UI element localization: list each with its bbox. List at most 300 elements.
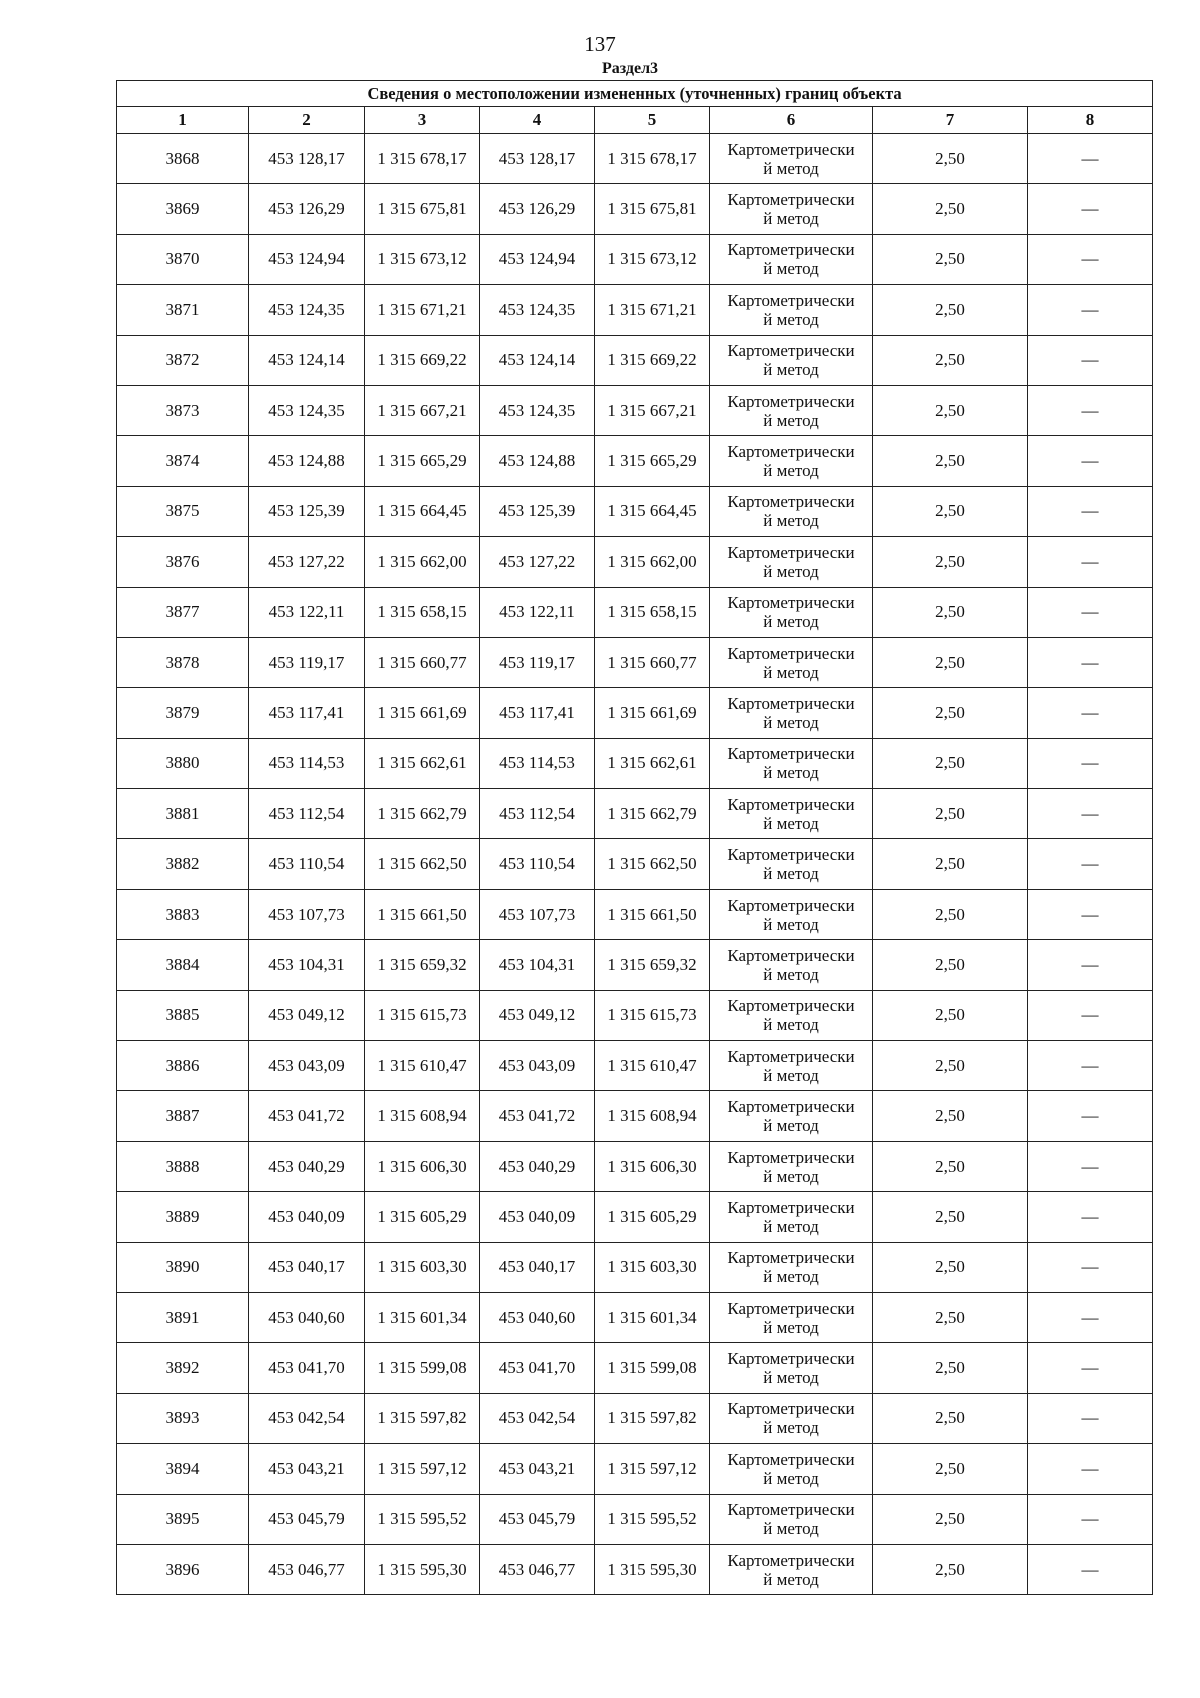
y-new-cell: 1 315 603,30 xyxy=(595,1242,710,1292)
empty-mark-cell: — xyxy=(1028,839,1153,889)
y-old-cell: 1 315 606,30 xyxy=(365,1141,480,1191)
y-old-cell: 1 315 595,52 xyxy=(365,1494,480,1544)
x-old-cell: 453 110,54 xyxy=(249,839,365,889)
point-number-cell: 3869 xyxy=(117,184,249,234)
x-old-cell: 453 126,29 xyxy=(249,184,365,234)
precision-cell: 2,50 xyxy=(873,436,1028,486)
table-row xyxy=(117,889,1153,939)
precision-cell: 2,50 xyxy=(873,738,1028,788)
empty-mark-cell: — xyxy=(1028,385,1153,435)
x-new-cell: 453 104,31 xyxy=(480,940,595,990)
y-old-cell: 1 315 610,47 xyxy=(365,1041,480,1091)
y-new-cell: 1 315 595,52 xyxy=(595,1494,710,1544)
method-line: Картометрически xyxy=(727,1500,855,1520)
y-old-cell: 1 315 608,94 xyxy=(365,1091,480,1141)
method-line: й метод xyxy=(763,914,819,934)
y-new-cell: 1 315 662,50 xyxy=(595,839,710,889)
x-new-cell: 453 110,54 xyxy=(480,839,595,889)
table-row xyxy=(117,537,1153,587)
precision-cell: 2,50 xyxy=(873,990,1028,1040)
y-old-cell: 1 315 605,29 xyxy=(365,1192,480,1242)
x-old-cell: 453 124,35 xyxy=(249,385,365,435)
point-number-cell: 3890 xyxy=(117,1242,249,1292)
method-line: Картометрически xyxy=(727,1449,855,1469)
table-caption-row xyxy=(117,81,1153,107)
method-line: й метод xyxy=(763,712,819,732)
x-new-cell: 453 046,77 xyxy=(480,1544,595,1594)
y-old-cell: 1 315 664,45 xyxy=(365,486,480,536)
table-caption: Сведения о местоположении измененных (уточненных) границ объекта xyxy=(117,81,1153,107)
x-new-cell: 453 124,35 xyxy=(480,285,595,335)
precision-cell: 2,50 xyxy=(873,1494,1028,1544)
method-cell xyxy=(710,587,873,637)
precision-cell: 2,50 xyxy=(873,789,1028,839)
method-line: Картометрически xyxy=(727,240,855,260)
y-old-cell: 1 315 658,15 xyxy=(365,587,480,637)
method-line: Картометрически xyxy=(727,341,855,361)
x-new-cell: 453 040,17 xyxy=(480,1242,595,1292)
point-number-cell: 3884 xyxy=(117,940,249,990)
point-number-cell: 3895 xyxy=(117,1494,249,1544)
table-row xyxy=(117,1041,1153,1091)
x-new-cell: 453 045,79 xyxy=(480,1494,595,1544)
x-new-cell: 453 124,35 xyxy=(480,385,595,435)
x-old-cell: 453 049,12 xyxy=(249,990,365,1040)
y-old-cell: 1 315 597,82 xyxy=(365,1393,480,1443)
precision-cell: 2,50 xyxy=(873,285,1028,335)
y-old-cell: 1 315 675,81 xyxy=(365,184,480,234)
precision-cell: 2,50 xyxy=(873,587,1028,637)
method-line: й метод xyxy=(763,612,819,632)
method-line: й метод xyxy=(763,309,819,329)
empty-mark-cell: — xyxy=(1028,436,1153,486)
method-line: Картометрически xyxy=(727,593,855,613)
x-old-cell: 453 124,35 xyxy=(249,285,365,335)
precision-cell: 2,50 xyxy=(873,234,1028,284)
empty-mark-cell: — xyxy=(1028,889,1153,939)
y-new-cell: 1 315 662,00 xyxy=(595,537,710,587)
precision-cell: 2,50 xyxy=(873,839,1028,889)
table-row xyxy=(117,385,1153,435)
point-number-cell: 3877 xyxy=(117,587,249,637)
method-line: Картометрически xyxy=(727,1097,855,1117)
method-cell xyxy=(710,184,873,234)
x-old-cell: 453 127,22 xyxy=(249,537,365,587)
y-old-cell: 1 315 662,50 xyxy=(365,839,480,889)
empty-mark-cell: — xyxy=(1028,1544,1153,1594)
empty-mark-cell: — xyxy=(1028,1141,1153,1191)
empty-mark-cell: — xyxy=(1028,940,1153,990)
point-number-cell: 3872 xyxy=(117,335,249,385)
x-old-cell: 453 124,88 xyxy=(249,436,365,486)
method-cell xyxy=(710,1393,873,1443)
empty-mark-cell: — xyxy=(1028,486,1153,536)
point-number-cell: 3889 xyxy=(117,1192,249,1242)
y-old-cell: 1 315 671,21 xyxy=(365,285,480,335)
empty-mark-cell: — xyxy=(1028,1242,1153,1292)
empty-mark-cell: — xyxy=(1028,234,1153,284)
point-number-cell: 3879 xyxy=(117,688,249,738)
table-row xyxy=(117,1494,1153,1544)
method-line: й метод xyxy=(763,410,819,430)
method-line: й метод xyxy=(763,259,819,279)
table-row xyxy=(117,637,1153,687)
x-new-cell: 453 107,73 xyxy=(480,889,595,939)
method-cell xyxy=(710,1544,873,1594)
method-cell xyxy=(710,436,873,486)
x-old-cell: 453 040,29 xyxy=(249,1141,365,1191)
table-row xyxy=(117,990,1153,1040)
method-cell xyxy=(710,990,873,1040)
column-numbers-row xyxy=(117,107,1153,134)
y-old-cell: 1 315 662,79 xyxy=(365,789,480,839)
method-cell xyxy=(710,335,873,385)
method-cell xyxy=(710,1494,873,1544)
x-old-cell: 453 043,21 xyxy=(249,1444,365,1494)
method-line: й метод xyxy=(763,1166,819,1186)
x-old-cell: 453 124,14 xyxy=(249,335,365,385)
method-cell xyxy=(710,940,873,990)
x-new-cell: 453 040,60 xyxy=(480,1292,595,1342)
method-line: Картометрически xyxy=(727,1147,855,1167)
empty-mark-cell: — xyxy=(1028,1091,1153,1141)
y-old-cell: 1 315 662,61 xyxy=(365,738,480,788)
method-line: Картометрически xyxy=(727,1248,855,1268)
method-line: й метод xyxy=(763,1418,819,1438)
x-new-cell: 453 124,88 xyxy=(480,436,595,486)
point-number-cell: 3874 xyxy=(117,436,249,486)
method-cell xyxy=(710,637,873,687)
y-new-cell: 1 315 615,73 xyxy=(595,990,710,1040)
method-cell xyxy=(710,537,873,587)
method-cell xyxy=(710,234,873,284)
y-new-cell: 1 315 660,77 xyxy=(595,637,710,687)
method-cell xyxy=(710,385,873,435)
method-line: й метод xyxy=(763,1468,819,1488)
method-cell xyxy=(710,889,873,939)
y-new-cell: 1 315 608,94 xyxy=(595,1091,710,1141)
table-row xyxy=(117,1141,1153,1191)
table-body xyxy=(117,134,1153,1595)
column-number: 1 xyxy=(117,107,249,134)
point-number-cell: 3891 xyxy=(117,1292,249,1342)
method-cell xyxy=(710,1041,873,1091)
method-line: Картометрически xyxy=(727,996,855,1016)
point-number-cell: 3870 xyxy=(117,234,249,284)
method-cell xyxy=(710,1192,873,1242)
column-number: 8 xyxy=(1028,107,1153,134)
x-old-cell: 453 112,54 xyxy=(249,789,365,839)
y-new-cell: 1 315 658,15 xyxy=(595,587,710,637)
method-line: Картометрически xyxy=(727,643,855,663)
y-old-cell: 1 315 665,29 xyxy=(365,436,480,486)
method-cell xyxy=(710,134,873,184)
x-new-cell: 453 124,94 xyxy=(480,234,595,284)
method-line: й метод xyxy=(763,511,819,531)
precision-cell: 2,50 xyxy=(873,1192,1028,1242)
table-row xyxy=(117,1091,1153,1141)
table-row xyxy=(117,285,1153,335)
y-new-cell: 1 315 664,45 xyxy=(595,486,710,536)
empty-mark-cell: — xyxy=(1028,637,1153,687)
empty-mark-cell: — xyxy=(1028,688,1153,738)
method-line: й метод xyxy=(763,813,819,833)
section-title: Раздел3 xyxy=(601,60,659,77)
table-row xyxy=(117,789,1153,839)
method-line: й метод xyxy=(763,1368,819,1388)
point-number-cell: 3878 xyxy=(117,637,249,687)
y-old-cell: 1 315 595,30 xyxy=(365,1544,480,1594)
y-old-cell: 1 315 603,30 xyxy=(365,1242,480,1292)
empty-mark-cell: — xyxy=(1028,990,1153,1040)
point-number-cell: 3871 xyxy=(117,285,249,335)
x-old-cell: 453 114,53 xyxy=(249,738,365,788)
method-cell xyxy=(710,1242,873,1292)
empty-mark-cell: — xyxy=(1028,1444,1153,1494)
method-line: Картометрически xyxy=(727,139,855,159)
table-row xyxy=(117,234,1153,284)
method-line: й метод xyxy=(763,561,819,581)
method-line: Картометрически xyxy=(727,1349,855,1369)
empty-mark-cell: — xyxy=(1028,1343,1153,1393)
x-old-cell: 453 041,70 xyxy=(249,1343,365,1393)
y-new-cell: 1 315 597,82 xyxy=(595,1393,710,1443)
method-line: й метод xyxy=(763,461,819,481)
column-number: 4 xyxy=(480,107,595,134)
method-cell xyxy=(710,1292,873,1342)
precision-cell: 2,50 xyxy=(873,1544,1028,1594)
method-line: й метод xyxy=(763,964,819,984)
method-cell xyxy=(710,738,873,788)
x-new-cell: 453 124,14 xyxy=(480,335,595,385)
method-line: Картометрически xyxy=(727,492,855,512)
precision-cell: 2,50 xyxy=(873,1292,1028,1342)
point-number-cell: 3894 xyxy=(117,1444,249,1494)
table-row xyxy=(117,587,1153,637)
x-new-cell: 453 043,09 xyxy=(480,1041,595,1091)
x-old-cell: 453 042,54 xyxy=(249,1393,365,1443)
y-new-cell: 1 315 606,30 xyxy=(595,1141,710,1191)
method-cell xyxy=(710,1091,873,1141)
table-row xyxy=(117,486,1153,536)
x-old-cell: 453 040,17 xyxy=(249,1242,365,1292)
method-line: Картометрически xyxy=(727,794,855,814)
x-new-cell: 453 114,53 xyxy=(480,738,595,788)
method-line: й метод xyxy=(763,1267,819,1287)
x-new-cell: 453 117,41 xyxy=(480,688,595,738)
point-number-cell: 3893 xyxy=(117,1393,249,1443)
x-new-cell: 453 126,29 xyxy=(480,184,595,234)
method-line: Картометрически xyxy=(727,744,855,764)
y-new-cell: 1 315 610,47 xyxy=(595,1041,710,1091)
method-cell xyxy=(710,1141,873,1191)
method-cell xyxy=(710,839,873,889)
y-old-cell: 1 315 673,12 xyxy=(365,234,480,284)
method-line: Картометрически xyxy=(727,1197,855,1217)
x-new-cell: 453 049,12 xyxy=(480,990,595,1040)
method-line: Картометрически xyxy=(727,895,855,915)
empty-mark-cell: — xyxy=(1028,537,1153,587)
empty-mark-cell: — xyxy=(1028,738,1153,788)
y-new-cell: 1 315 667,21 xyxy=(595,385,710,435)
precision-cell: 2,50 xyxy=(873,537,1028,587)
empty-mark-cell: — xyxy=(1028,285,1153,335)
page-number: 137 xyxy=(584,32,616,56)
point-number-cell: 3882 xyxy=(117,839,249,889)
y-old-cell: 1 315 615,73 xyxy=(365,990,480,1040)
x-new-cell: 453 125,39 xyxy=(480,486,595,536)
method-line: Картометрически xyxy=(727,845,855,865)
x-old-cell: 453 043,09 xyxy=(249,1041,365,1091)
method-line: Картометрически xyxy=(727,945,855,965)
precision-cell: 2,50 xyxy=(873,134,1028,184)
column-number: 3 xyxy=(365,107,480,134)
table-row xyxy=(117,1444,1153,1494)
empty-mark-cell: — xyxy=(1028,184,1153,234)
x-new-cell: 453 112,54 xyxy=(480,789,595,839)
precision-cell: 2,50 xyxy=(873,1242,1028,1292)
empty-mark-cell: — xyxy=(1028,789,1153,839)
empty-mark-cell: — xyxy=(1028,1494,1153,1544)
method-line: й метод xyxy=(763,1065,819,1085)
method-cell xyxy=(710,789,873,839)
y-old-cell: 1 315 659,32 xyxy=(365,940,480,990)
precision-cell: 2,50 xyxy=(873,335,1028,385)
table-row xyxy=(117,839,1153,889)
method-line: Картометрически xyxy=(727,1298,855,1318)
precision-cell: 2,50 xyxy=(873,637,1028,687)
table-row xyxy=(117,1242,1153,1292)
method-line: й метод xyxy=(763,209,819,229)
y-new-cell: 1 315 662,79 xyxy=(595,789,710,839)
method-line: й метод xyxy=(763,1317,819,1337)
precision-cell: 2,50 xyxy=(873,1444,1028,1494)
x-old-cell: 453 125,39 xyxy=(249,486,365,536)
point-number-cell: 3886 xyxy=(117,1041,249,1091)
table-row xyxy=(117,1192,1153,1242)
point-number-cell: 3875 xyxy=(117,486,249,536)
table-row xyxy=(117,184,1153,234)
x-old-cell: 453 119,17 xyxy=(249,637,365,687)
x-new-cell: 453 040,09 xyxy=(480,1192,595,1242)
x-new-cell: 453 041,70 xyxy=(480,1343,595,1393)
x-new-cell: 453 122,11 xyxy=(480,587,595,637)
x-old-cell: 453 041,72 xyxy=(249,1091,365,1141)
point-number-cell: 3887 xyxy=(117,1091,249,1141)
method-cell xyxy=(710,688,873,738)
x-new-cell: 453 041,72 xyxy=(480,1091,595,1141)
method-line: й метод xyxy=(763,158,819,178)
point-number-cell: 3885 xyxy=(117,990,249,1040)
precision-cell: 2,50 xyxy=(873,184,1028,234)
x-old-cell: 453 040,60 xyxy=(249,1292,365,1342)
x-new-cell: 453 127,22 xyxy=(480,537,595,587)
x-old-cell: 453 128,17 xyxy=(249,134,365,184)
table-row xyxy=(117,335,1153,385)
method-cell xyxy=(710,486,873,536)
precision-cell: 2,50 xyxy=(873,1393,1028,1443)
y-new-cell: 1 315 669,22 xyxy=(595,335,710,385)
precision-cell: 2,50 xyxy=(873,385,1028,435)
y-old-cell: 1 315 599,08 xyxy=(365,1343,480,1393)
x-new-cell: 453 042,54 xyxy=(480,1393,595,1443)
precision-cell: 2,50 xyxy=(873,486,1028,536)
table-row xyxy=(117,940,1153,990)
method-line: й метод xyxy=(763,360,819,380)
method-cell xyxy=(710,1444,873,1494)
empty-mark-cell: — xyxy=(1028,1192,1153,1242)
y-new-cell: 1 315 671,21 xyxy=(595,285,710,335)
method-line: й метод xyxy=(763,1519,819,1539)
empty-mark-cell: — xyxy=(1028,1292,1153,1342)
method-line: Картометрически xyxy=(727,1046,855,1066)
empty-mark-cell: — xyxy=(1028,1393,1153,1443)
method-line: й метод xyxy=(763,1216,819,1236)
table-row xyxy=(117,436,1153,486)
precision-cell: 2,50 xyxy=(873,1141,1028,1191)
y-new-cell: 1 315 595,30 xyxy=(595,1544,710,1594)
y-old-cell: 1 315 667,21 xyxy=(365,385,480,435)
x-old-cell: 453 045,79 xyxy=(249,1494,365,1544)
y-new-cell: 1 315 597,12 xyxy=(595,1444,710,1494)
x-old-cell: 453 107,73 xyxy=(249,889,365,939)
point-number-cell: 3883 xyxy=(117,889,249,939)
table-row xyxy=(117,1343,1153,1393)
y-new-cell: 1 315 605,29 xyxy=(595,1192,710,1242)
empty-mark-cell: — xyxy=(1028,134,1153,184)
method-line: Картометрически xyxy=(727,391,855,411)
empty-mark-cell: — xyxy=(1028,587,1153,637)
y-new-cell: 1 315 659,32 xyxy=(595,940,710,990)
y-old-cell: 1 315 597,12 xyxy=(365,1444,480,1494)
method-line: й метод xyxy=(763,1569,819,1589)
x-old-cell: 453 117,41 xyxy=(249,688,365,738)
x-old-cell: 453 040,09 xyxy=(249,1192,365,1242)
precision-cell: 2,50 xyxy=(873,688,1028,738)
y-old-cell: 1 315 669,22 xyxy=(365,335,480,385)
point-number-cell: 3873 xyxy=(117,385,249,435)
method-cell xyxy=(710,1343,873,1393)
boundary-table xyxy=(116,80,1153,1595)
precision-cell: 2,50 xyxy=(873,889,1028,939)
point-number-cell: 3892 xyxy=(117,1343,249,1393)
y-new-cell: 1 315 662,61 xyxy=(595,738,710,788)
y-new-cell: 1 315 678,17 xyxy=(595,134,710,184)
point-number-cell: 3876 xyxy=(117,537,249,587)
method-line: Картометрически xyxy=(727,542,855,562)
column-number: 7 xyxy=(873,107,1028,134)
empty-mark-cell: — xyxy=(1028,1041,1153,1091)
method-line: й метод xyxy=(763,662,819,682)
point-number-cell: 3896 xyxy=(117,1544,249,1594)
y-new-cell: 1 315 675,81 xyxy=(595,184,710,234)
y-old-cell: 1 315 662,00 xyxy=(365,537,480,587)
x-new-cell: 453 040,29 xyxy=(480,1141,595,1191)
table-row xyxy=(117,1393,1153,1443)
y-new-cell: 1 315 673,12 xyxy=(595,234,710,284)
method-line: Картометрически xyxy=(727,190,855,210)
method-line: й метод xyxy=(763,1015,819,1035)
table-row xyxy=(117,1544,1153,1594)
point-number-cell: 3880 xyxy=(117,738,249,788)
method-line: Картометрически xyxy=(727,693,855,713)
method-line: й метод xyxy=(763,763,819,783)
method-line: Картометрически xyxy=(727,442,855,462)
empty-mark-cell: — xyxy=(1028,335,1153,385)
table-row xyxy=(117,1292,1153,1342)
x-new-cell: 453 128,17 xyxy=(480,134,595,184)
x-old-cell: 453 046,77 xyxy=(249,1544,365,1594)
